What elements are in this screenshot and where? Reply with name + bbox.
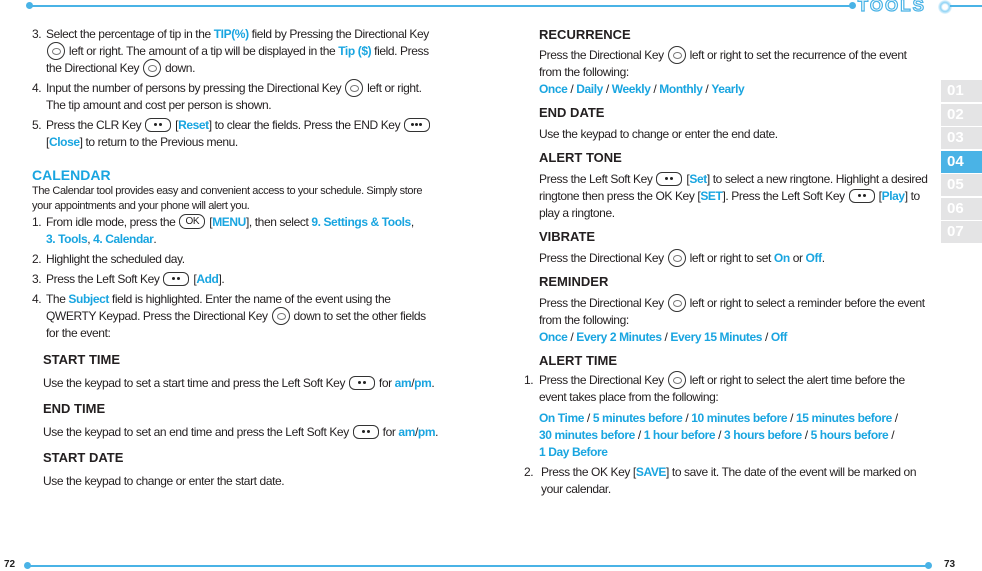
directional-key-icon (668, 371, 686, 389)
left-soft-key-icon (656, 172, 682, 186)
chapter-tab-02[interactable]: 02 (941, 104, 982, 126)
end-key-icon (404, 118, 430, 132)
chapter-tabs (941, 80, 982, 245)
reminder-options: Once / Every 2 Minutes / Every 15 Minutes / Off (539, 330, 788, 344)
calendar-step-1: 1. From idle mode, press the OK [MENU], then select 9. Settings & Tools, 3. Tools, 4. Calendar. (32, 215, 414, 246)
chapter-tab-06[interactable]: 06 (941, 198, 982, 220)
right-column (524, 26, 934, 498)
calendar-step-3: 3. Press the Left Soft Key [Add]. (32, 272, 225, 286)
calendar-intro: The Calendar tool provides easy and convenient access to your schedule. Simply store your appointments and your phone will alert you. (32, 185, 423, 212)
chapter-tab-07[interactable]: 07 (941, 221, 982, 243)
left-soft-key-icon (353, 425, 379, 439)
calendar-step-4: 4. The Subject field is highlighted. Enter the name of the event using the QWERTY Keypad. Press the Directional Key down to set the other fields for the event: (32, 292, 426, 340)
alert-time-options: On Time / 5 minutes before / 10 minutes before / 15 minutes before / (539, 411, 898, 425)
chapter-tab-05[interactable]: 05 (941, 174, 982, 196)
ok-key-icon: OK (179, 214, 205, 229)
tip-step-3: 3. Select the percentage of tip in the TIP(%) field by Pressing the Directional Key left or right. The amount of a tip will be displayed in the Tip ($) field. Press the Directional Key down. (32, 27, 429, 75)
header-rule-right (950, 5, 982, 7)
tip-percent-field: TIP(%) (213, 27, 249, 41)
page-number-right: 73 (944, 559, 956, 570)
directional-key-icon (668, 294, 686, 312)
left-soft-key-icon (349, 376, 375, 390)
header-rule (30, 5, 850, 7)
tip-step-5: 5. Press the CLR Key [Reset] to clear the fields. Press the END Key [Close] to return to the Previous menu. (32, 117, 452, 151)
start-time-block: START TIME Use the keypad to set a start time and press the Left Soft Key for am/pm. (43, 352, 435, 390)
directional-key-icon (143, 59, 161, 77)
directional-key-icon (668, 249, 686, 267)
chapter-tab-03[interactable]: 03 (941, 127, 982, 149)
left-column (32, 26, 452, 490)
start-date-block: START DATE Use the keypad to change or enter the start date. (43, 450, 285, 488)
directional-key-icon (345, 79, 363, 97)
calendar-step-2: 2. Highlight the scheduled day. (32, 252, 185, 266)
left-soft-key-icon (163, 272, 189, 286)
alert-time-block: ALERT TIME 1. Press the Directional Key left or right to select the alert time before the event takes place from the following: On Time / 5 minutes before / 10 minutes before / 15 minutes before / 30 minutes before / 1 hour before / 3 hours before / 5 hours before / 1 Day Before 2. Press the OK Key [SAVE] to save it. The date of the event will be marked on your calendar. (524, 353, 917, 496)
recurrence-block: RECURRENCE Press the Directional Key left or right to set the recurrence of the event from the following: Once / Daily / Weekly / Monthly / Yearly (524, 26, 934, 98)
calendar-heading: CALENDAR (32, 167, 111, 183)
header-rule-dot (849, 2, 856, 9)
vibrate-block: VIBRATE Press the Directional Key left or right to set On or Off. (539, 229, 825, 265)
footer-rule-dot (925, 562, 932, 569)
footer-rule (28, 565, 928, 567)
page-number-left: 72 (4, 559, 16, 570)
alert-tone-block: ALERT TONE Press the Left Soft Key [Set] to select a new ringtone. Highlight a desired ringtone then press the OK Key [SET]. Press the Left Soft Key [Play] to play a ringtone. (539, 150, 928, 220)
directional-key-icon (668, 46, 686, 64)
end-time-block: END TIME Use the keypad to set an end time and press the Left Soft Key for am/pm. (43, 401, 439, 439)
section-title: TOOLS (857, 0, 926, 15)
directional-key-icon (272, 307, 290, 325)
clr-key-icon (145, 118, 171, 132)
end-date-block: END DATE Use the keypad to change or enter the end date. (539, 105, 778, 141)
tip-step-4: 4. Input the number of persons by pressing the Directional Key left or right. The tip amount and cost per person is shown. (32, 80, 452, 114)
reminder-block: REMINDER Press the Directional Key left or right to select a reminder before the event from the following: Once / Every 2 Minutes / Every 15 Minutes / Off (524, 273, 934, 346)
chapter-tab-04[interactable]: 04 (941, 151, 982, 173)
chapter-tab-01[interactable]: 01 (941, 80, 982, 102)
directional-key-icon (47, 42, 65, 60)
left-soft-key-icon (849, 189, 875, 203)
header-glow-icon (938, 0, 952, 14)
recurrence-options: Once / Daily / Weekly / Monthly / Yearly (539, 82, 745, 96)
